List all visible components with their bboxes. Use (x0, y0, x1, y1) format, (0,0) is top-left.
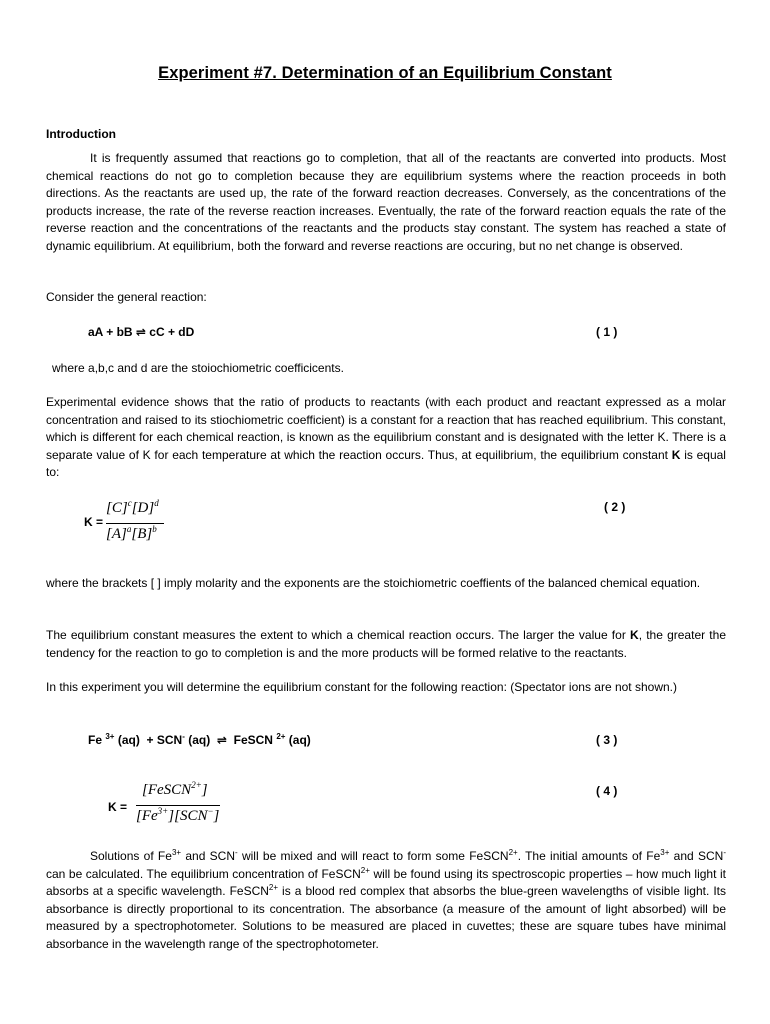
eq3-arrow: ⇌ (216, 733, 227, 747)
eq3-scn: SCN (156, 733, 183, 747)
evidence-text-2: is equal to: (46, 447, 726, 479)
eq3-scn-state: (aq) (188, 733, 211, 747)
evidence-text-1: Experimental evidence shows that the ratio of products to reactants (with each product and reactant expressed as a molar concentration and raised to its stiochiometric coefficient) is a constant for a reaction that has reached equilibrium. This constant, which is different for each chemical reaction, is known as the equilibrium constant and is designated with the letter K. There is a separate value of K for each temperature at which the reaction occurs. Thus, at equilibrium, the equilibrium constant (46, 395, 726, 462)
eq2-b-exp: b (152, 524, 157, 534)
sol-text-5: and SCN (669, 849, 724, 863)
extent-k-symbol: K (630, 628, 639, 642)
extent-text-2: , the greater the tendency for the reaction to go to completion is and the more products will be formed relative to the reactants. (46, 628, 726, 660)
coefficients-text: where a,b,c and d are the stoiochiometric coefficicents. (52, 361, 344, 375)
eq2-a-exp: a (126, 524, 132, 534)
sol-text-2: and SCN (181, 849, 235, 863)
extent-text-1: The equilibrium constant measures the extent to which a chemical reaction occurs. The larger the value for (46, 628, 626, 642)
eq2-c-exp: c (127, 498, 132, 508)
equation-3 (88, 733, 311, 747)
introduction-paragraph: It is frequently assumed that reactions go to completion, that all of the reactants are converted into products. Most chemical reactions do not go to completion because they are equilibrium systems where the reaction proceeds in both directions. As the reactants are used up, the rate of the forward reaction decreases. Conversely, as the concentrations of the products increase, the rate of the reverse reaction increases. Eventually, the rate of the forward reaction equals the rate of the reverse reaction and the concentrations of the reactants and the products stay constant. The system has reached a state of dynamic equilibrium. At equilibrium, both the forward and reverse reactions are occuring, but no net change is observed. (46, 151, 726, 253)
sol-text-8: is a blood red complex that absorbs the blue-green wavelengths of visible light. Its absorbance is directly proportional to its concentration. The absorbance (a measure of the amount of light absorbed) will be measured by a spectrophotometer. Solutions to be measured are placed in cuvettes; these are square tubes have minimal absorbance in the wavelength range of the spectrophotometer. (46, 884, 726, 951)
equation-1-number: ( 1 ) (596, 325, 618, 339)
eq2-a: A (111, 526, 122, 542)
sol-text-1: Solutions of Fe (90, 849, 172, 863)
sol-sup-2: - (235, 848, 238, 857)
equation-1: aA + bB ⇌ cC + dD (88, 325, 195, 339)
eq4-scn: SCN (179, 808, 208, 824)
eq2-c: C (111, 500, 122, 516)
eq4-fescn: FeSCN (147, 782, 192, 798)
sol-text-7: will be found using its spectroscopic properties – how much light it absorbs at a specific wavelength. FeSCN (46, 866, 726, 898)
evidence-paragraph (46, 394, 726, 482)
sol-sup-5: - (723, 848, 726, 857)
equation-4-denominator: $[Fe^{3+}][SCN^-]$ (136, 806, 220, 824)
brackets-paragraph: where the brackets [ ] imply molarity and the exponents are the stoichiometric coeffients of the balanced chemical equation. (46, 576, 701, 590)
eq4-fe-charge: 3+ (157, 806, 169, 816)
equation-4-number: ( 4 ) (596, 784, 618, 798)
equation-2-k-label: K = (84, 515, 104, 529)
eq2-d: D (137, 500, 149, 516)
eq3-fe: Fe (88, 733, 103, 747)
eq3-product-state: (aq) (288, 733, 311, 747)
introduction-heading: Introduction (46, 127, 116, 141)
eq4-scn-charge: − (207, 806, 214, 816)
equation-2-number: ( 2 ) (604, 500, 626, 514)
evidence-k-symbol: K (671, 447, 681, 462)
equation-4-k-label: K = (108, 800, 128, 814)
equation-3-number: ( 3 ) (596, 733, 618, 747)
consider-text: Consider the general reaction: (46, 290, 207, 304)
eq3-scn-charge: - (182, 732, 185, 741)
sol-sup-3: 2+ (508, 848, 518, 857)
sol-text-4: . The initial amounts of Fe (517, 849, 661, 863)
equation-4-fraction (136, 782, 226, 832)
eq2-d-exp: d (154, 498, 159, 508)
sol-sup-1: 3+ (171, 848, 182, 857)
experiment-paragraph: In this experiment you will determine the equilibrium constant for the following reaction: (Spectator ions are not shown.) (46, 680, 677, 694)
eq4-fe: Fe (141, 808, 158, 824)
equation-2-denominator: $[A]^a[B]^b$ (106, 524, 157, 542)
eq3-product: FeSCN (233, 733, 273, 747)
equation-2-fraction (106, 500, 166, 550)
equation-4-numerator: [FeSCN$^{2+}$] (142, 780, 208, 798)
eq3-product-charge: 2+ (276, 732, 286, 741)
sol-sup-4: 3+ (660, 848, 670, 857)
extent-paragraph (46, 627, 726, 662)
sol-text-6: can be calculated. The equilibrium concentration of FeSCN (46, 866, 361, 881)
equation-2-numerator: $[C]^c[D]^d$ (106, 498, 159, 516)
eq3-fe-state: (aq) (117, 733, 140, 747)
eq3-plus: + (146, 733, 154, 747)
eq2-b: B (137, 526, 147, 542)
eq3-fe-charge: 3+ (105, 732, 115, 741)
document-title: Experiment #7. Determination of an Equilibrium Constant (158, 64, 612, 82)
sol-sup-6: 2+ (360, 865, 370, 875)
eq4-fescn-charge: 2+ (191, 780, 202, 790)
solutions-paragraph (46, 848, 726, 953)
sol-sup-7: 2+ (268, 883, 279, 892)
sol-text-3: will be mixed and will react to form some FeSCN (237, 849, 509, 863)
